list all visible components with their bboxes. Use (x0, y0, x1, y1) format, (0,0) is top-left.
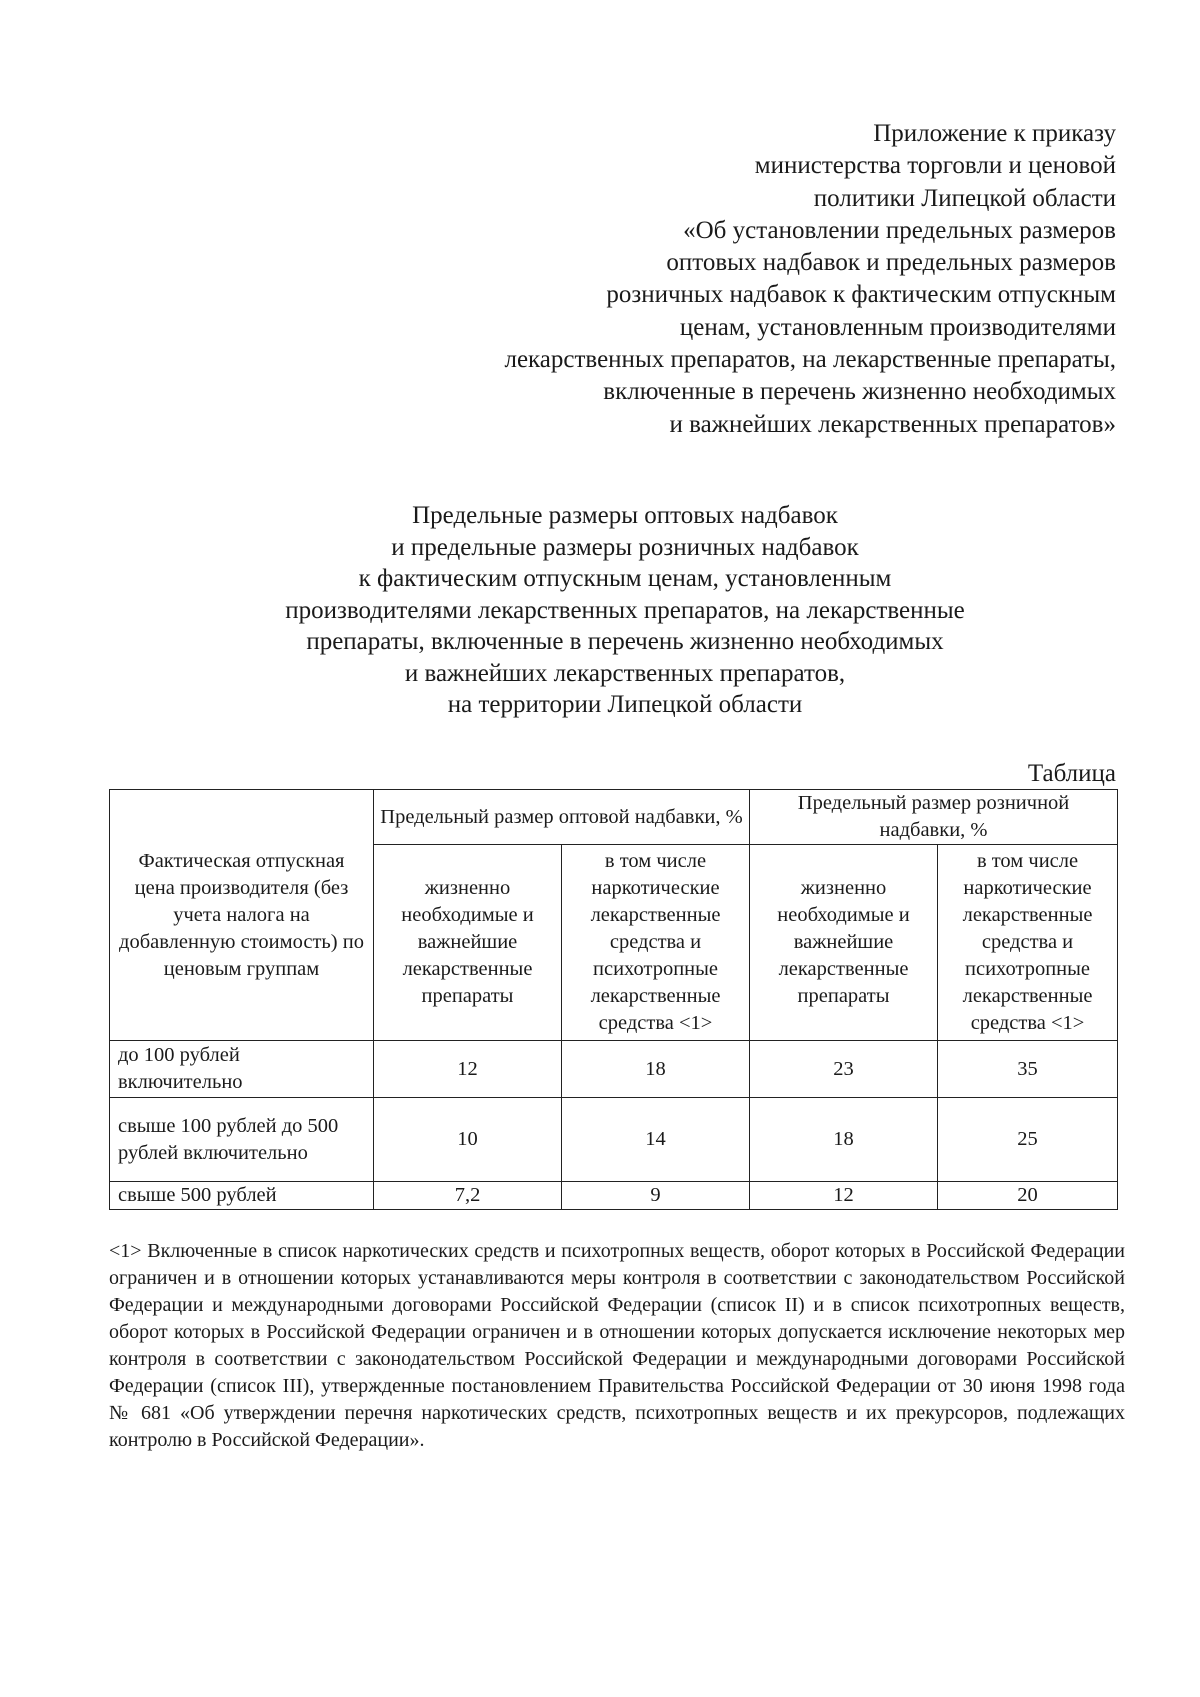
price-cell: свыше 100 рублей до 500 рублей включительно (110, 1098, 374, 1182)
wholesale-vital-header: жизненно необходимые и важнейшие лекарственные препараты (374, 845, 562, 1041)
value-cell: 12 (374, 1041, 562, 1098)
value-cell: 18 (562, 1041, 750, 1098)
value-cell: 9 (562, 1182, 750, 1210)
wholesale-narcotic-header: в том числе наркотические лекарственные средства и психотропные лекарственные средства <1> (562, 845, 750, 1041)
retail-header: Предельный размер розничной надбавки, % (750, 790, 1118, 845)
value-cell: 25 (938, 1098, 1118, 1182)
appendix-line: ценам, установленным производителями (679, 313, 1116, 341)
value-cell: 23 (750, 1041, 938, 1098)
value-cell: 7,2 (374, 1182, 562, 1210)
value-cell: 18 (750, 1098, 938, 1182)
markup-table (109, 789, 1118, 1210)
price-cell: до 100 рублей включительно (110, 1041, 374, 1098)
title-line: препараты, включенные в перечень жизненно необходимых (306, 628, 944, 655)
value-cell: 12 (750, 1182, 938, 1210)
appendix-line: оптовых надбавок и предельных размеров (666, 249, 1116, 277)
table-header-row (110, 790, 1118, 845)
wholesale-header: Предельный размер оптовой надбавки, % (374, 790, 750, 845)
value-cell: 10 (374, 1098, 562, 1182)
price-group-header: Фактическая отпускная цена производителя (без учета налога на добавленную стоимость) по ценовым группам (110, 790, 374, 1041)
appendix-line: политики Липецкой области (813, 184, 1116, 212)
title-line: производителями лекарственных препаратов, на лекарственные (285, 596, 965, 624)
title-line: на территории Липецкой области (447, 691, 803, 718)
value-cell: 20 (938, 1182, 1118, 1210)
price-cell: свыше 500 рублей (110, 1182, 374, 1210)
appendix-line: включенные в перечень жизненно необходимых (603, 378, 1116, 406)
title-line: к фактическим отпускным ценам, установленным (358, 565, 892, 592)
table-caption: Таблица (1027, 760, 1116, 787)
appendix-line: министерства торговли и ценовой (754, 152, 1116, 180)
retail-vital-header: жизненно необходимые и важнейшие лекарственные препараты (750, 845, 938, 1041)
retail-narcotic-header: в том числе наркотические лекарственные средства и психотропные лекарственные средства <1> (938, 845, 1118, 1041)
value-cell: 35 (938, 1041, 1118, 1098)
table-row (110, 1182, 1118, 1210)
appendix-header (504, 118, 1116, 441)
footnote: <1> Включенные в список наркотических средств и психотропных веществ, оборот которых в Российской Федерации ограничен и в отношении которых устанавливаются меры контроля в соответствии с законодательством Российской Федерации и международными договорами Российской Федерации (список II) и в список психотропных веществ, оборот которых в Российской Федерации ограничен и в отношении которых допускается исключение некоторых мер контроля в соответствии с законодательством Российской Федерации и международными договорами Российской Федерации (список III), утвержденные постановлением Правительства Российской Федерации от 30 июня 1998 года № 681 «Об утверждении перечня наркотических средств, психотропных веществ и их прекурсоров, подлежащих контролю в Российской Федерации». (109, 1240, 1125, 1451)
title-line: Предельные размеры оптовых надбавок (412, 502, 838, 529)
title-line: и важнейших лекарственных препаратов, (404, 659, 846, 687)
appendix-line: розничных надбавок к фактическим отпускным (606, 281, 1116, 309)
appendix-line: лекарственных препаратов, на лекарственные препараты, (504, 346, 1116, 374)
title-line: и предельные размеры розничных надбавок (391, 533, 859, 561)
document-title (0, 500, 1200, 721)
value-cell: 14 (562, 1098, 750, 1182)
appendix-line: «Об установлении предельных размеров (683, 216, 1116, 244)
table-row (110, 1098, 1118, 1182)
appendix-line: Приложение к приказу (873, 120, 1116, 147)
table-row (110, 1041, 1118, 1098)
appendix-line: и важнейших лекарственных препаратов» (669, 410, 1116, 438)
